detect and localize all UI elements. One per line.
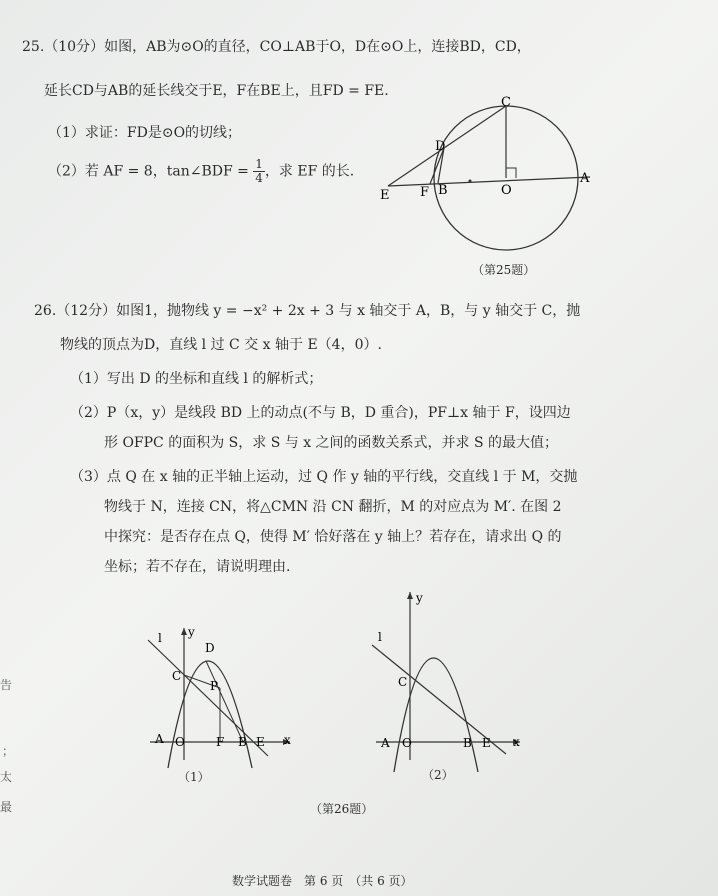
fig1-label-a: A <box>155 732 164 746</box>
fraction-denominator: 4 <box>255 171 263 185</box>
q25-label-b: B <box>438 183 448 198</box>
q25-caption: （第25题） <box>472 263 536 277</box>
fig2-label-e: E <box>482 736 491 750</box>
fraction-numerator: 1 <box>255 157 263 171</box>
fig1-label-d: D <box>205 641 215 655</box>
q25-label-f: F <box>420 185 430 200</box>
fig1-label-b: B <box>238 735 247 749</box>
q26-part3-line1: （3）点 Q 在 x 轴的正半轴上运动，过 Q 作 y 轴的平行线，交直线 l 于 M，交抛 <box>70 469 578 485</box>
fig1-label-o: O <box>175 735 185 749</box>
q25-label-e: E <box>380 188 390 203</box>
fig2-label-x: x <box>513 735 520 749</box>
q25-label-o: O <box>501 183 512 198</box>
q25-part1: （1）求证：FD是⊙O的切线； <box>48 125 242 141</box>
margin-mark: 告 <box>0 678 13 692</box>
q25-label-a: A <box>580 171 590 186</box>
margin-mark: ； <box>2 744 15 758</box>
page-footer: 数学试题卷 第 6 页 （共 6 页） <box>232 874 413 888</box>
q26-part3-line4: 坐标；若不存在，请说明理由. <box>104 559 291 575</box>
fig1-label-x: x <box>284 733 291 747</box>
q26-part3-line2: 物线于 N，连接 CN，将△CMN 沿 CN 翻折，M 的对应点为 M′. 在图 2 <box>104 499 562 515</box>
fig1-label-y: y <box>188 625 195 639</box>
q26-caption: （第26题） <box>310 802 374 816</box>
q25-label-d: D <box>435 139 446 154</box>
fig1-label-c: C <box>172 669 182 683</box>
fig2-caption: （2） <box>422 768 454 782</box>
fig2-label-c: C <box>398 675 408 689</box>
q26-stem-line1: 26.（12分）如图1，抛物线 y = −x² + 2x + 3 与 x 轴交于 A，B，与 y 轴交于 C，抛 <box>34 303 581 319</box>
fig1-label-l: l <box>158 631 162 645</box>
q25-part2-text-b: ，求 EF 的长. <box>264 163 355 180</box>
fig2-label-y: y <box>416 591 423 605</box>
fig1-label-e: E <box>256 735 265 749</box>
q25-label-c: C <box>501 95 511 110</box>
margin-mark: 太 <box>0 770 13 784</box>
q26-part2-line1: （2）P（x，y）是线段 BD 上的动点(不与 B，D 重合)，PF⊥x 轴于 F，设四边 <box>70 405 571 421</box>
fig1-label-f: F <box>216 735 225 749</box>
q25-part2-text-a: （2）若 AF = 8，tan∠BDF = <box>48 163 254 180</box>
fig2-label-b: B <box>463 736 472 750</box>
q25-stem-line1: 25.（10分）如图，AB为⊙O的直径，CO⊥AB于O，D在⊙O上，连接BD，CD， <box>22 39 531 55</box>
q26-part3-line3: 中探究：是否存在点 Q，使得 M′ 恰好落在 y 轴上？若存在，请求出 Q 的 <box>104 529 562 545</box>
fig2-label-o: O <box>402 736 412 750</box>
fig1-caption: （1） <box>178 770 210 784</box>
q26-stem-line2: 物线的顶点为D，直线 l 过 C 交 x 轴于 E（4，0）. <box>60 337 382 353</box>
fig2-label-a: A <box>381 736 390 750</box>
q26-part1: （1）写出 D 的坐标和直线 l 的解析式； <box>70 371 323 387</box>
fig1-label-p: P <box>210 679 219 693</box>
q26-part2-line2: 形 OFPC 的面积为 S，求 S 与 x 之间的函数关系式，并求 S 的最大值； <box>104 435 559 451</box>
fig2-y-arrow <box>407 592 413 599</box>
margin-mark: 最 <box>0 800 13 814</box>
fig2-label-l: l <box>378 630 382 644</box>
q25-stem-line2: 延长CD与AB的延长线交于E，F在BE上，且FD = FE. <box>44 83 389 99</box>
